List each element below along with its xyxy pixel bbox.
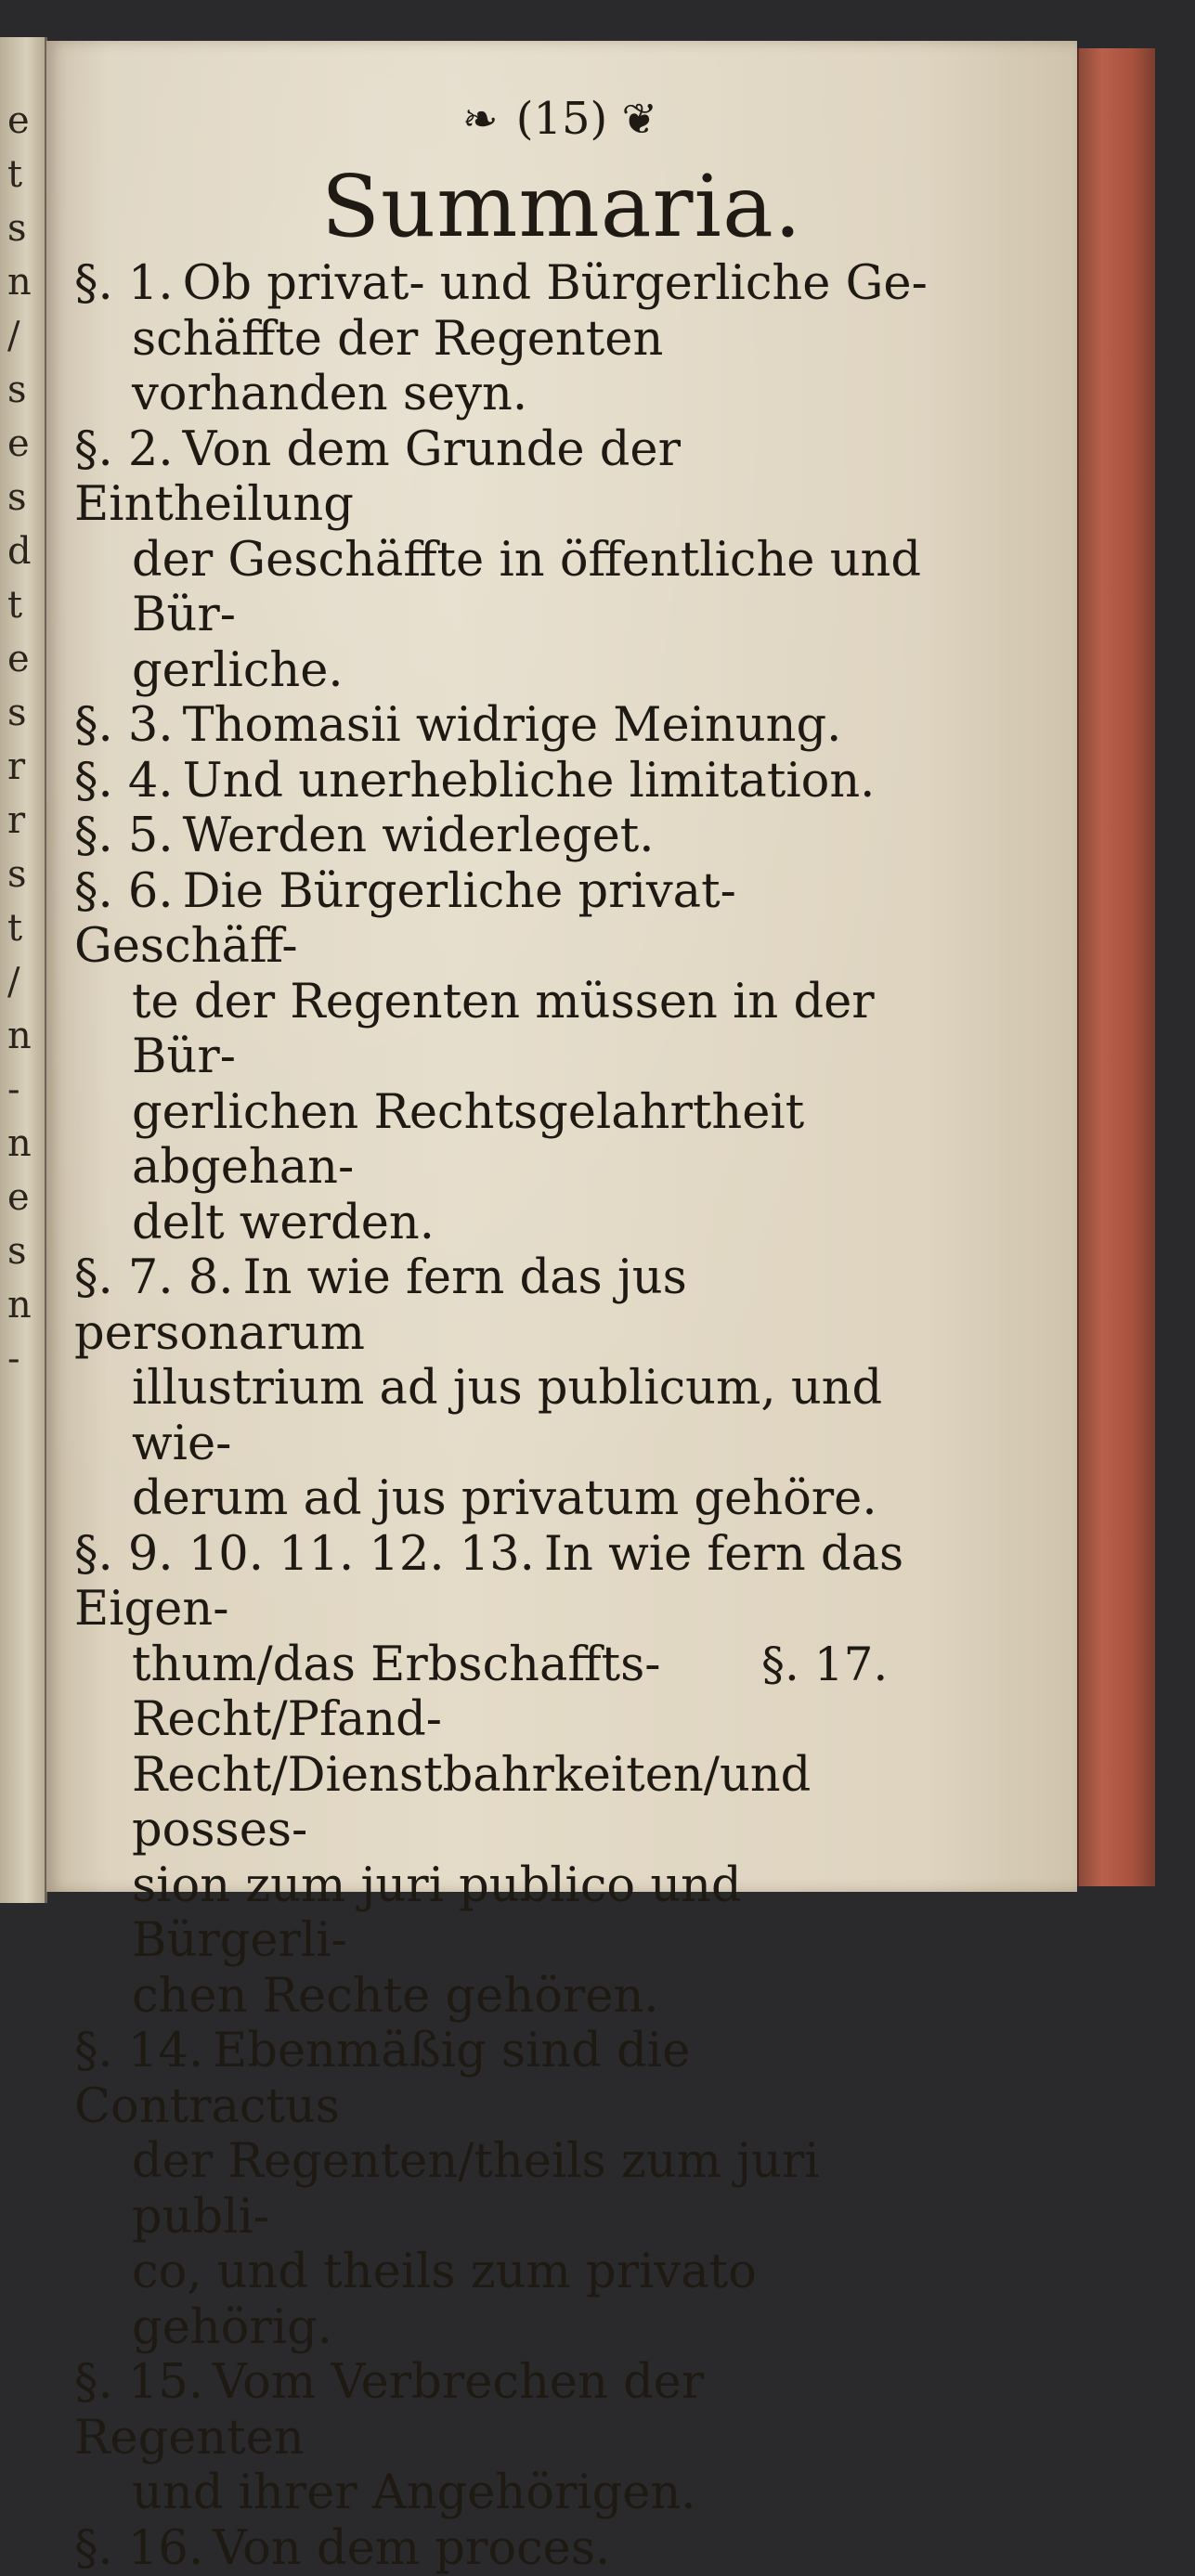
summary-entry: [74, 1250, 929, 1527]
facing-page-fragment: s: [7, 210, 35, 247]
entry-text: Von dem Grunde der Eintheilung: [74, 422, 681, 533]
section-label: §. 7. 8.: [74, 1250, 233, 1305]
entry-text: Thomasii widrige Meinung.: [183, 698, 842, 753]
facing-page-fragment: n: [7, 264, 35, 301]
entry-text: illustrium ad jus publicum, und wie-: [132, 1361, 882, 1471]
facing-page-fragment: r: [7, 748, 35, 785]
catchword: §. 17.: [761, 1638, 888, 1691]
entry-text: thum/das Erbschaffts-Recht/Pfand-: [132, 1638, 661, 1748]
page-title: Summaria.: [46, 157, 1077, 256]
entry-text: derum ad jus privatum gehöre.: [132, 1471, 877, 1526]
page-header: [46, 93, 1077, 145]
section-label: §. 5.: [74, 809, 174, 863]
entry-text: Und unerhebliche limitation.: [183, 754, 876, 809]
facing-page-fragment: e: [7, 641, 35, 678]
entry-text: gerlichen Rechtsgelahrtheit abgehan-: [132, 1085, 804, 1196]
section-label: §. 15.: [74, 2355, 203, 2410]
summary-entry: [74, 422, 929, 699]
ornament-right-icon: ❦: [622, 94, 662, 144]
summary-entry: [74, 1527, 929, 2025]
facing-page-fragment: n: [7, 1017, 35, 1055]
summary-entry: [74, 864, 929, 1251]
facing-page-fragment: r: [7, 802, 35, 839]
entry-text: schäffte der Regenten vorhanden seyn.: [132, 312, 663, 422]
facing-page-fragment: n: [7, 1125, 35, 1162]
section-label: §. 3.: [74, 698, 174, 753]
entry-text: Vom Verbrechen der Regenten: [74, 2355, 704, 2466]
summary-entry: [74, 698, 929, 754]
summary-entry: [74, 754, 929, 809]
section-label: §. 2.: [74, 422, 174, 477]
entry-text: Recht/Dienstbahrkeiten/und posses-: [132, 1748, 811, 1858]
facing-page-fragment: s: [7, 856, 35, 893]
ornament-left-icon: ❧: [462, 94, 502, 144]
entry-text: der Geschäffte in öffentliche und Bür-: [132, 533, 921, 643]
entry-text: In wie fern das jus personarum: [74, 1250, 687, 1361]
book-page: [46, 41, 1077, 1892]
facing-page-fragment: t: [7, 910, 35, 947]
section-label: §. 16.: [74, 2521, 203, 2576]
facing-page-fragment: s: [7, 371, 35, 408]
facing-page-fragment: -: [7, 1071, 35, 1108]
entry-text: delt werden.: [132, 1196, 435, 1250]
facing-page-fragment: e: [7, 1179, 35, 1216]
entry-text: sion zum juri publico und Bürgerli-: [132, 1858, 742, 1969]
facing-page-fragment: s: [7, 1233, 35, 1270]
entry-text: der Regenten/theils zum juri publi-: [132, 2134, 820, 2245]
facing-page-fragment: s: [7, 694, 35, 731]
facing-page-fragment: d: [7, 533, 35, 570]
section-label: §. 6.: [74, 864, 174, 919]
section-label: §. 1.: [74, 256, 174, 311]
entry-text: Werden widerleget.: [183, 809, 655, 863]
entry-text: und ihrer Angehörigen.: [132, 2466, 696, 2520]
summary-entry: [74, 809, 929, 864]
entry-text: te der Regenten müssen in der Bür-: [132, 975, 875, 1085]
facing-page-fragment: e: [7, 102, 35, 139]
section-label: §. 14.: [74, 2024, 203, 2078]
summary-entry: [74, 2521, 929, 2576]
section-label: §. 9. 10. 11. 12. 13.: [74, 1527, 535, 1582]
facing-page-edge: [0, 37, 47, 1903]
entry-text: Ob privat- und Bürgerliche Ge-: [183, 256, 928, 311]
facing-page-fragment: -: [7, 1340, 35, 1378]
book-edge: [1077, 48, 1155, 1886]
facing-page-fragment: t: [7, 156, 35, 193]
entry-text: In wie fern das Eigen-: [74, 1527, 903, 1638]
facing-page-fragment: /: [7, 964, 35, 1001]
summary-list: [74, 256, 929, 2576]
entry-text: gerliche.: [132, 643, 344, 698]
facing-page-fragment: t: [7, 587, 35, 624]
section-label: §. 4.: [74, 754, 174, 809]
entry-text: Von dem proces.: [213, 2521, 610, 2576]
entry-text: Die Bürgerliche privat-Geschäff-: [74, 864, 736, 975]
summary-entry: [74, 2355, 929, 2521]
entry-text: Ebenmäßig sind die Contractus: [74, 2024, 690, 2134]
facing-page-fragment: e: [7, 425, 35, 462]
summary-entry: [74, 2024, 929, 2355]
entry-text: co, und theils zum privato gehörig.: [132, 2245, 757, 2355]
facing-page-fragment: n: [7, 1287, 35, 1324]
summary-entry: [74, 256, 929, 422]
entry-text: chen Rechte gehören.: [132, 1969, 659, 2024]
facing-page-fragment: s: [7, 479, 35, 516]
facing-page-fragment: /: [7, 317, 35, 355]
page-number: (15): [516, 93, 608, 145]
